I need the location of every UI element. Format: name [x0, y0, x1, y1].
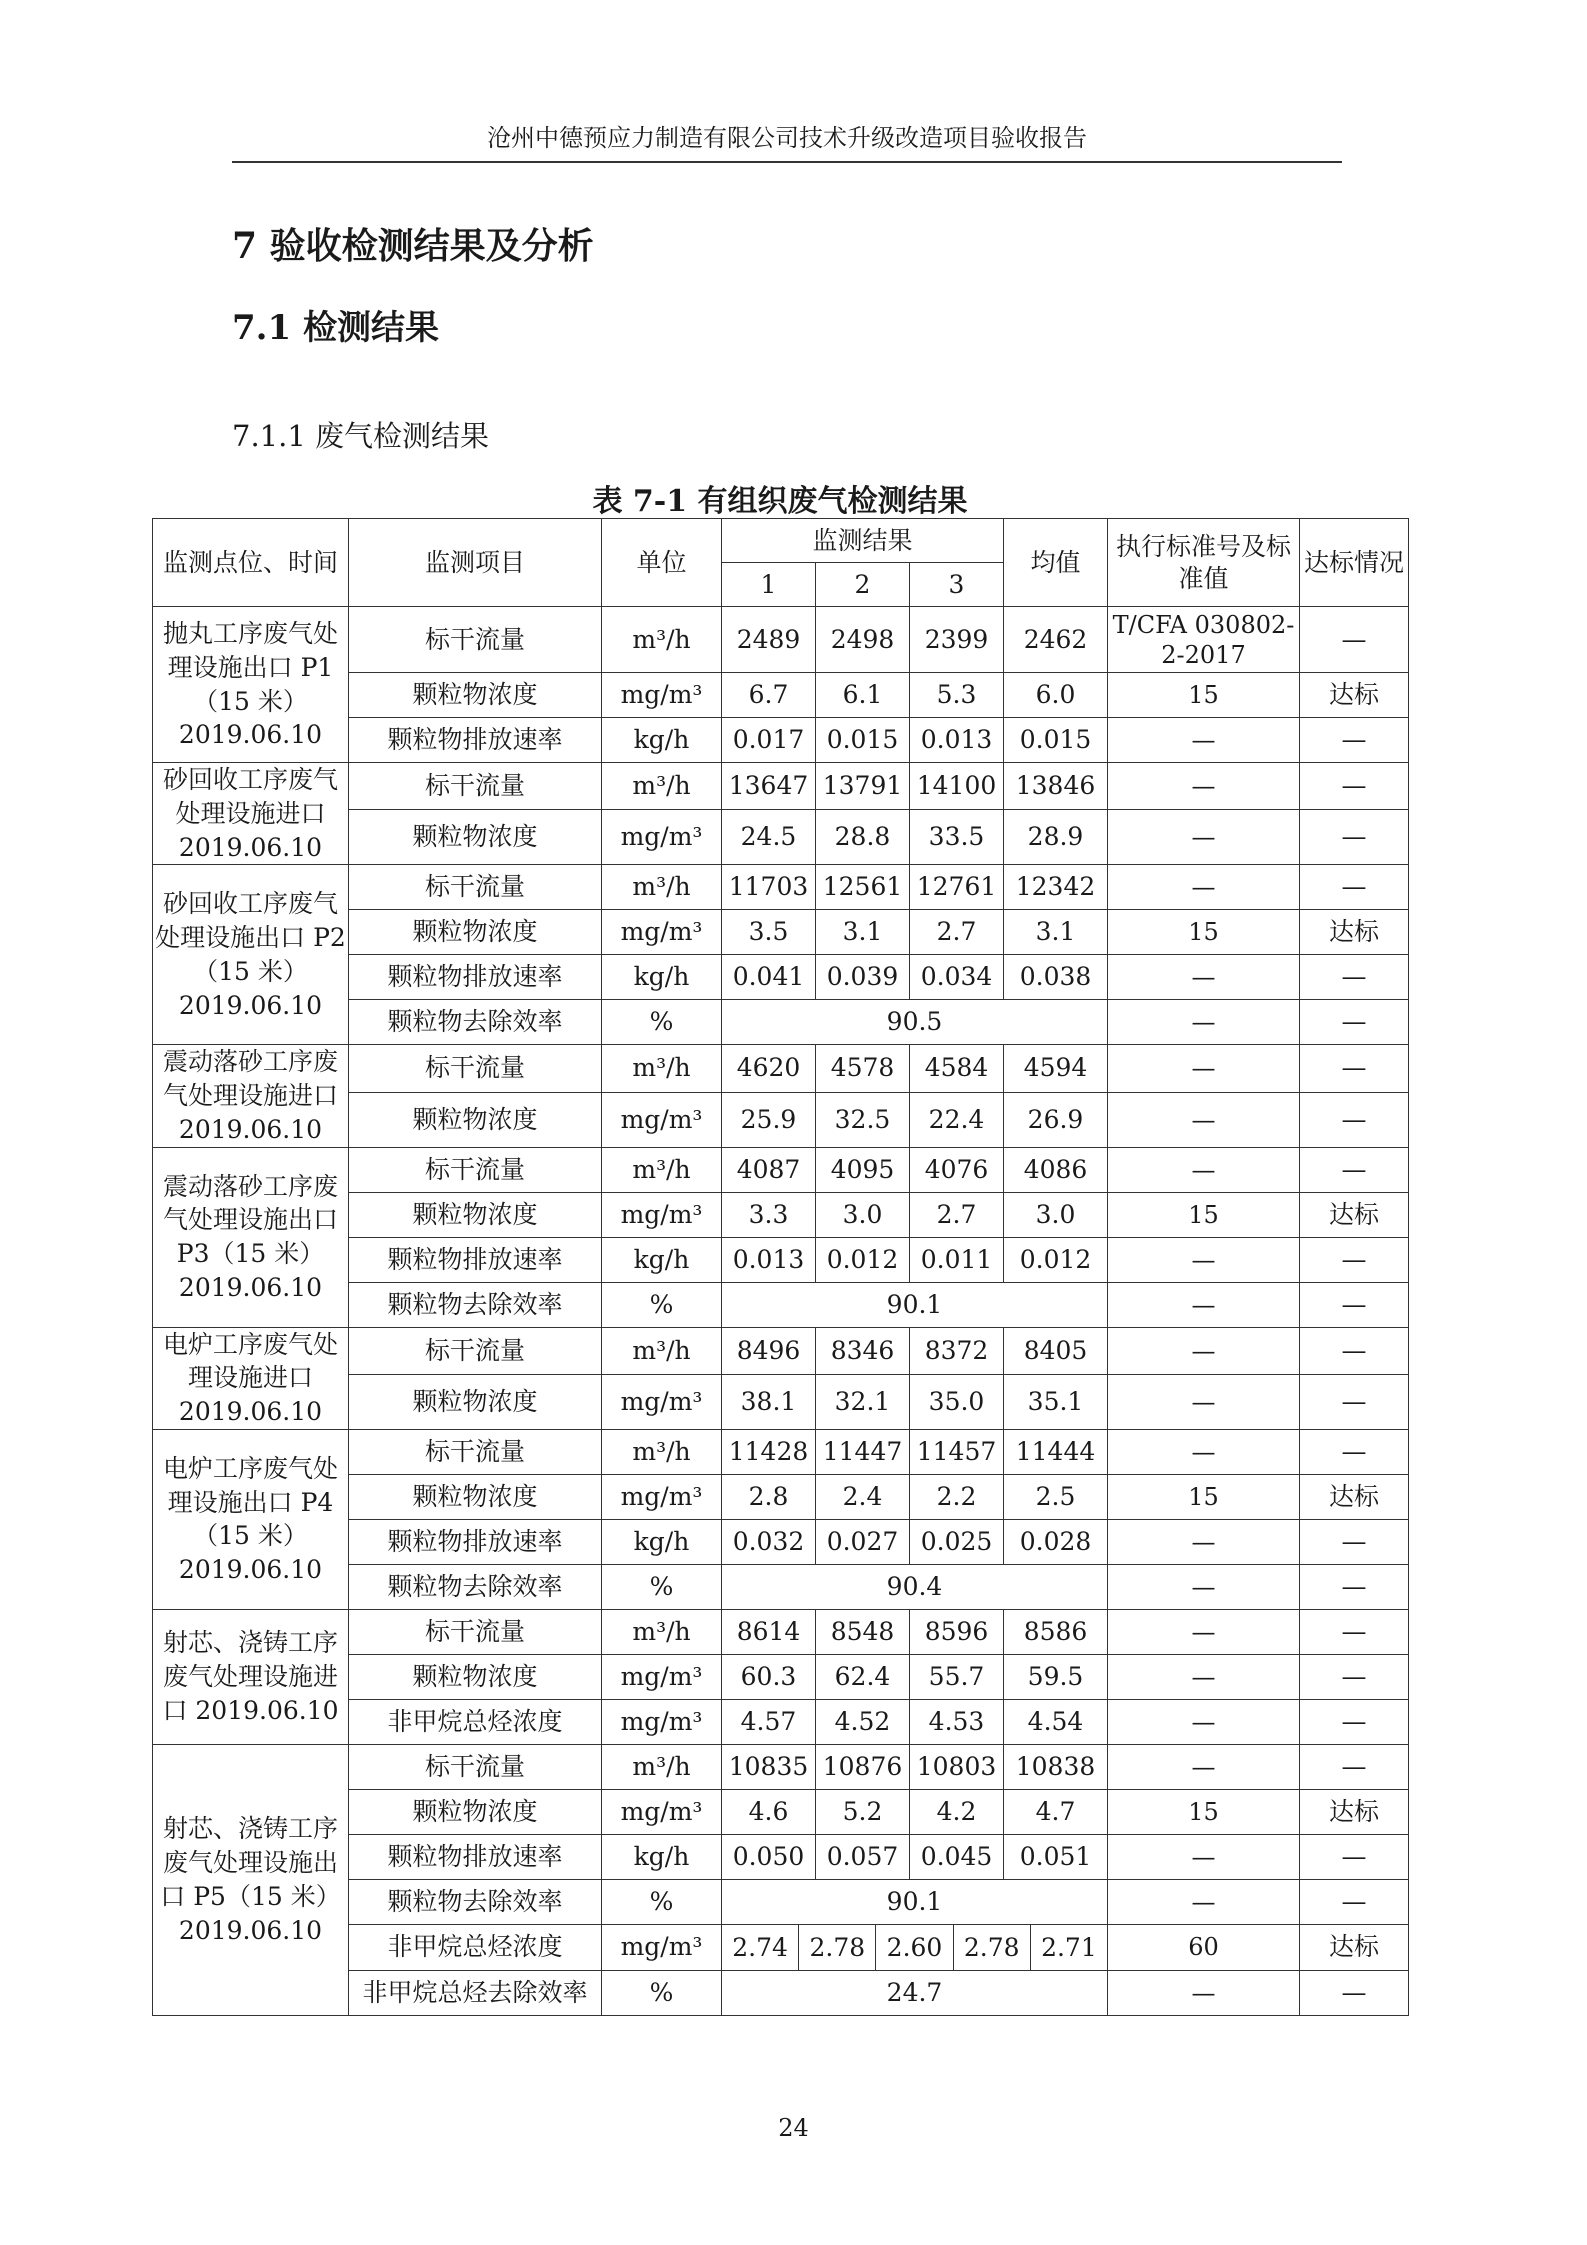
monitoring-item: 标干流量 [349, 607, 602, 673]
unit-cell: kg/h [602, 955, 722, 1000]
result-value-1: 38.1 [722, 1374, 816, 1429]
result-value-2: 13791 [816, 763, 910, 810]
standard-value: 15 [1108, 1789, 1300, 1834]
result-value-2: 0.027 [816, 1519, 910, 1564]
table-row [153, 1045, 1409, 1092]
status-value: — [1300, 718, 1409, 763]
status-value: — [1300, 1699, 1409, 1744]
result-value-3: 33.5 [910, 810, 1004, 865]
monitoring-location: 砂回收工序废气处理设施出口 P2（15 米）2019.06.10 [153, 865, 349, 1045]
unit-cell: m³/h [602, 1045, 722, 1092]
result-value-2: 3.0 [816, 1192, 910, 1237]
monitoring-item: 标干流量 [349, 865, 602, 910]
monitoring-item: 标干流量 [349, 763, 602, 810]
unit-cell: m³/h [602, 1744, 722, 1789]
status-value: — [1300, 1879, 1409, 1924]
monitoring-item: 颗粒物浓度 [349, 1474, 602, 1519]
result-value-1: 11703 [722, 865, 816, 910]
result-value-3: 22.4 [910, 1092, 1004, 1147]
status-value: 达标 [1300, 1789, 1409, 1834]
header-result-1: 1 [722, 563, 816, 607]
monitoring-item: 标干流量 [349, 1429, 602, 1474]
result-value-1: 25.9 [722, 1092, 816, 1147]
result-value: 2.74 [722, 1925, 799, 1970]
table-row [153, 763, 1409, 810]
monitoring-item: 颗粒物排放速率 [349, 1237, 602, 1282]
mean-value: 35.1 [1004, 1374, 1108, 1429]
monitoring-item: 非甲烷总烃去除效率 [349, 1970, 602, 2015]
result-value-1: 4.6 [722, 1789, 816, 1834]
result-value-3: 0.045 [910, 1834, 1004, 1879]
monitoring-item: 颗粒物去除效率 [349, 1282, 602, 1327]
status-value: — [1300, 1429, 1409, 1474]
monitoring-item: 颗粒物浓度 [349, 910, 602, 955]
mean-value: 59.5 [1004, 1654, 1108, 1699]
standard-value: — [1108, 718, 1300, 763]
result-value-2: 2.4 [816, 1474, 910, 1519]
unit-cell: mg/m³ [602, 1374, 722, 1429]
unit-cell: m³/h [602, 763, 722, 810]
header-standard: 执行标准号及标准值 [1108, 519, 1300, 607]
result-value-3: 2.7 [910, 910, 1004, 955]
mean-value: 0.028 [1004, 1519, 1108, 1564]
unit-cell: % [602, 1879, 722, 1924]
result-value-1: 0.041 [722, 955, 816, 1000]
mean-value: 2.5 [1004, 1474, 1108, 1519]
result-value-3: 12761 [910, 865, 1004, 910]
merged-result-cell: 90.5 [722, 1000, 1108, 1045]
status-value: — [1300, 1564, 1409, 1609]
standard-value: 15 [1108, 910, 1300, 955]
page-header: 沧州中德预应力制造有限公司技术升级改造项目验收报告 [232, 118, 1342, 163]
unit-cell: % [602, 1564, 722, 1609]
monitoring-item: 非甲烷总烃浓度 [349, 1699, 602, 1744]
result-value-1: 10835 [722, 1744, 816, 1789]
monitoring-item: 颗粒物浓度 [349, 1374, 602, 1429]
monitoring-item: 颗粒物去除效率 [349, 1564, 602, 1609]
status-value: — [1300, 865, 1409, 910]
mean-value: 4.7 [1004, 1789, 1108, 1834]
monitoring-item: 颗粒物排放速率 [349, 955, 602, 1000]
status-value: 达标 [1300, 673, 1409, 718]
result-value-2: 0.057 [816, 1834, 910, 1879]
status-value: — [1300, 1327, 1409, 1374]
result-value-1: 3.5 [722, 910, 816, 955]
mean-value: 2462 [1004, 607, 1108, 673]
result-value-1: 60.3 [722, 1654, 816, 1699]
monitoring-item: 颗粒物浓度 [349, 1789, 602, 1834]
status-value: — [1300, 1282, 1409, 1327]
subsection-heading: 7.1.1 废气检测结果 [232, 419, 490, 453]
monitoring-item: 颗粒物排放速率 [349, 1519, 602, 1564]
table-row [153, 1609, 1409, 1654]
unit-cell: mg/m³ [602, 1092, 722, 1147]
header-results: 监测结果 [722, 519, 1004, 563]
result-value-3: 5.3 [910, 673, 1004, 718]
mean-value: 13846 [1004, 763, 1108, 810]
table-row [153, 865, 1409, 910]
result-value-3: 0.034 [910, 955, 1004, 1000]
status-value: — [1300, 1237, 1409, 1282]
header-location: 监测点位、时间 [153, 519, 349, 607]
result-value-1: 8614 [722, 1609, 816, 1654]
mean-value: 11444 [1004, 1429, 1108, 1474]
standard-value: — [1108, 1654, 1300, 1699]
monitoring-item: 颗粒物浓度 [349, 810, 602, 865]
status-value: 达标 [1300, 1474, 1409, 1519]
standard-value: — [1108, 1699, 1300, 1744]
result-value-2: 4578 [816, 1045, 910, 1092]
result-value-3: 35.0 [910, 1374, 1004, 1429]
status-value: — [1300, 1000, 1409, 1045]
result-value-3: 2.2 [910, 1474, 1004, 1519]
result-value: 2.60 [876, 1925, 953, 1970]
result-value-3: 14100 [910, 763, 1004, 810]
standard-value: — [1108, 1282, 1300, 1327]
merged-result-cell: 90.1 [722, 1879, 1108, 1924]
chapter-heading: 7 验收检测结果及分析 [232, 225, 594, 267]
result-value-1: 4620 [722, 1045, 816, 1092]
result-value-1: 11428 [722, 1429, 816, 1474]
monitoring-item: 颗粒物浓度 [349, 1092, 602, 1147]
unit-cell: m³/h [602, 1147, 722, 1192]
result-value-2: 62.4 [816, 1654, 910, 1699]
standard-value: — [1108, 1879, 1300, 1924]
result-value-2: 5.2 [816, 1789, 910, 1834]
unit-cell: kg/h [602, 1834, 722, 1879]
result-value-3: 0.025 [910, 1519, 1004, 1564]
merged-result-cell: 90.4 [722, 1564, 1108, 1609]
result-value-2: 0.039 [816, 955, 910, 1000]
monitoring-item: 颗粒物去除效率 [349, 1000, 602, 1045]
status-value: — [1300, 1834, 1409, 1879]
status-value: — [1300, 1374, 1409, 1429]
status-value: — [1300, 1045, 1409, 1092]
standard-value: 15 [1108, 1192, 1300, 1237]
standard-value: — [1108, 1970, 1300, 2015]
table-row [153, 1744, 1409, 1789]
unit-cell: % [602, 1970, 722, 2015]
unit-cell: mg/m³ [602, 1474, 722, 1519]
result-value-2: 2498 [816, 607, 910, 673]
result-value-2: 0.015 [816, 718, 910, 763]
standard-value: — [1108, 1000, 1300, 1045]
result-value-3: 0.013 [910, 718, 1004, 763]
result-value-2: 8346 [816, 1327, 910, 1374]
standard-value: — [1108, 1744, 1300, 1789]
monitoring-location: 震动落砂工序废气处理设施出口 P3（15 米）2019.06.10 [153, 1147, 349, 1327]
table-row [153, 1147, 1409, 1192]
status-value: — [1300, 810, 1409, 865]
result-value-2: 28.8 [816, 810, 910, 865]
standard-value: — [1108, 1564, 1300, 1609]
unit-cell: kg/h [602, 718, 722, 763]
standard-value: — [1108, 1609, 1300, 1654]
page-number: 24 [778, 2114, 809, 2142]
result-value-3: 8596 [910, 1609, 1004, 1654]
section-heading: 7.1 检测结果 [232, 308, 439, 348]
merged-result-cell: 24.7 [722, 1970, 1108, 2015]
status-value: — [1300, 763, 1409, 810]
result-value-2: 3.1 [816, 910, 910, 955]
result-value-1: 4.57 [722, 1699, 816, 1744]
unit-cell: m³/h [602, 1327, 722, 1374]
mean-value: 4.54 [1004, 1699, 1108, 1744]
standard-value: — [1108, 955, 1300, 1000]
result-value: 2.71 [1041, 1932, 1097, 1962]
status-value: — [1300, 1970, 1409, 2015]
result-value-1: 6.7 [722, 673, 816, 718]
result-value-3: 4.53 [910, 1699, 1004, 1744]
mean-value: 10838 [1004, 1744, 1108, 1789]
result-value-1: 0.050 [722, 1834, 816, 1879]
five-value-cell [722, 1924, 1108, 1970]
unit-cell: m³/h [602, 1429, 722, 1474]
unit-cell: mg/m³ [602, 1654, 722, 1699]
standard-value: — [1108, 1327, 1300, 1374]
result-value: 2.78 [954, 1925, 1031, 1970]
header-mean: 均值 [1004, 519, 1108, 607]
standard-value: — [1108, 1045, 1300, 1092]
result-value-2: 32.1 [816, 1374, 910, 1429]
emission-results-table [152, 518, 1409, 2016]
result-value-3: 0.011 [910, 1237, 1004, 1282]
result-value: 2.78 [799, 1925, 876, 1970]
mean-value: 4086 [1004, 1147, 1108, 1192]
unit-cell: mg/m³ [602, 1924, 722, 1970]
status-value: — [1300, 1092, 1409, 1147]
mean-value: 3.0 [1004, 1192, 1108, 1237]
table-row [153, 1429, 1409, 1474]
status-value: 达标 [1300, 1192, 1409, 1237]
mean-value: 6.0 [1004, 673, 1108, 718]
standard-value: — [1108, 1429, 1300, 1474]
result-value-3: 4.2 [910, 1789, 1004, 1834]
mean-value: 0.015 [1004, 718, 1108, 763]
standard-value: — [1108, 1374, 1300, 1429]
unit-cell: % [602, 1000, 722, 1045]
status-value: — [1300, 955, 1409, 1000]
monitoring-item: 颗粒物排放速率 [349, 718, 602, 763]
result-value-3: 11457 [910, 1429, 1004, 1474]
monitoring-item: 标干流量 [349, 1744, 602, 1789]
status-value: — [1300, 1744, 1409, 1789]
result-value-1: 2489 [722, 607, 816, 673]
result-value-1: 8496 [722, 1327, 816, 1374]
unit-cell: mg/m³ [602, 1789, 722, 1834]
result-value-1: 3.3 [722, 1192, 816, 1237]
result-value-3: 55.7 [910, 1654, 1004, 1699]
standard-value: 15 [1108, 673, 1300, 718]
monitoring-location: 电炉工序废气处理设施出口 P4（15 米）2019.06.10 [153, 1429, 349, 1609]
unit-cell: % [602, 1282, 722, 1327]
monitoring-location: 砂回收工序废气处理设施进口 2019.06.10 [153, 763, 349, 865]
table-row [153, 1327, 1409, 1374]
status-value: — [1300, 1609, 1409, 1654]
mean-value: 8586 [1004, 1609, 1108, 1654]
monitoring-item: 颗粒物排放速率 [349, 1834, 602, 1879]
mean-value: 0.012 [1004, 1237, 1108, 1282]
monitoring-item: 非甲烷总烃浓度 [349, 1924, 602, 1970]
table-caption: 表 7-1 有组织废气检测结果 [592, 484, 968, 519]
status-value: 达标 [1300, 910, 1409, 955]
result-value-2: 32.5 [816, 1092, 910, 1147]
header-status: 达标情况 [1300, 519, 1409, 607]
result-value-1: 4087 [722, 1147, 816, 1192]
standard-value: 15 [1108, 1474, 1300, 1519]
monitoring-item: 标干流量 [349, 1147, 602, 1192]
monitoring-location: 抛丸工序废气处理设施出口 P1（15 米）2019.06.10 [153, 607, 349, 763]
standard-value: — [1108, 1237, 1300, 1282]
unit-cell: m³/h [602, 1609, 722, 1654]
unit-cell: kg/h [602, 1519, 722, 1564]
unit-cell: mg/m³ [602, 910, 722, 955]
unit-cell: mg/m³ [602, 1699, 722, 1744]
header-result-2: 2 [816, 563, 910, 607]
result-value-2: 4.52 [816, 1699, 910, 1744]
result-value-3: 4584 [910, 1045, 1004, 1092]
monitoring-item: 颗粒物浓度 [349, 1192, 602, 1237]
result-value-2: 11447 [816, 1429, 910, 1474]
status-value: — [1300, 1519, 1409, 1564]
standard-value: — [1108, 1519, 1300, 1564]
standard-value: — [1108, 1092, 1300, 1147]
unit-cell: mg/m³ [602, 673, 722, 718]
status-value: — [1300, 1654, 1409, 1699]
result-value-3: 8372 [910, 1327, 1004, 1374]
mean-value: 12342 [1004, 865, 1108, 910]
monitoring-location: 震动落砂工序废气处理设施进口 2019.06.10 [153, 1045, 349, 1147]
mean-value: 0.038 [1004, 955, 1108, 1000]
result-value-3: 2.7 [910, 1192, 1004, 1237]
header-unit: 单位 [602, 519, 722, 607]
result-value-1: 0.013 [722, 1237, 816, 1282]
monitoring-location: 射芯、浇铸工序废气处理设施进口 2019.06.10 [153, 1609, 349, 1744]
monitoring-item: 标干流量 [349, 1045, 602, 1092]
standard-value: — [1108, 865, 1300, 910]
result-value-1: 13647 [722, 763, 816, 810]
standard-value: — [1108, 763, 1300, 810]
standard-value: 60 [1108, 1924, 1300, 1970]
result-value-1: 0.032 [722, 1519, 816, 1564]
status-value: 达标 [1300, 1924, 1409, 1970]
table-row [153, 607, 1409, 673]
result-value-2: 8548 [816, 1609, 910, 1654]
standard-value: T/CFA 030802-2-2017 [1108, 607, 1300, 673]
result-value-2: 12561 [816, 865, 910, 910]
mean-value: 0.051 [1004, 1834, 1108, 1879]
merged-result-cell: 90.1 [722, 1282, 1108, 1327]
unit-cell: m³/h [602, 607, 722, 673]
result-value-1: 24.5 [722, 810, 816, 865]
unit-cell: mg/m³ [602, 1192, 722, 1237]
monitoring-location: 射芯、浇铸工序废气处理设施出口 P5（15 米）2019.06.10 [153, 1744, 349, 2015]
result-value-2: 6.1 [816, 673, 910, 718]
monitoring-item: 颗粒物浓度 [349, 673, 602, 718]
mean-value: 26.9 [1004, 1092, 1108, 1147]
monitoring-item: 颗粒物浓度 [349, 1654, 602, 1699]
status-value: — [1300, 607, 1409, 673]
standard-value: — [1108, 1834, 1300, 1879]
monitoring-item: 标干流量 [349, 1609, 602, 1654]
result-value-3: 4076 [910, 1147, 1004, 1192]
mean-value: 3.1 [1004, 910, 1108, 955]
header-result-3: 3 [910, 563, 1004, 607]
unit-cell: mg/m³ [602, 810, 722, 865]
mean-value: 4594 [1004, 1045, 1108, 1092]
standard-value: — [1108, 810, 1300, 865]
status-value: — [1300, 1147, 1409, 1192]
result-value-3: 10803 [910, 1744, 1004, 1789]
mean-value: 8405 [1004, 1327, 1108, 1374]
mean-value: 28.9 [1004, 810, 1108, 865]
unit-cell: m³/h [602, 865, 722, 910]
monitoring-location: 电炉工序废气处理设施进口 2019.06.10 [153, 1327, 349, 1429]
unit-cell: kg/h [602, 1237, 722, 1282]
monitoring-item: 颗粒物去除效率 [349, 1879, 602, 1924]
result-value-1: 2.8 [722, 1474, 816, 1519]
result-value-1: 0.017 [722, 718, 816, 763]
standard-value: — [1108, 1147, 1300, 1192]
result-value-3: 2399 [910, 607, 1004, 673]
result-value-2: 0.012 [816, 1237, 910, 1282]
header-item: 监测项目 [349, 519, 602, 607]
result-value-2: 10876 [816, 1744, 910, 1789]
result-value-2: 4095 [816, 1147, 910, 1192]
monitoring-item: 标干流量 [349, 1327, 602, 1374]
